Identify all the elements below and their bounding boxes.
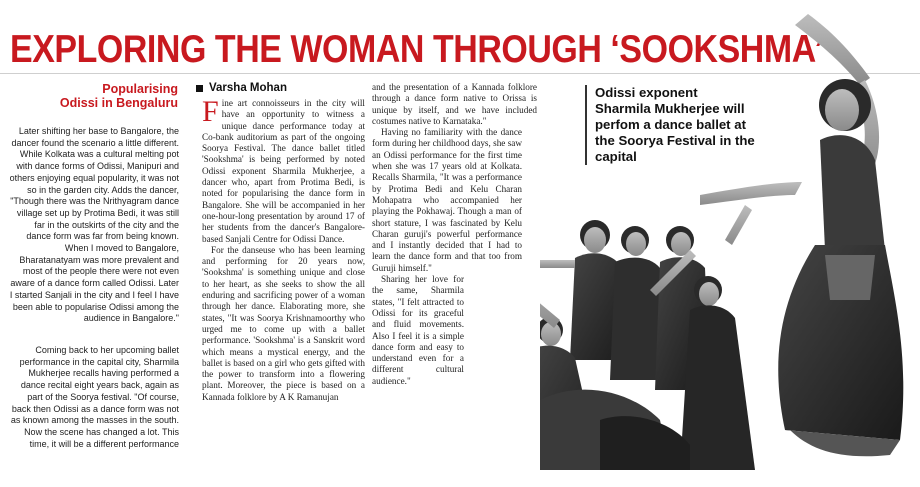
byline-author: Varsha Mohan (209, 82, 287, 94)
article-paragraph-1-text: ine art connoisseurs in the city will have an opportunity to witness a unique dance performance today at Co-bank auditorium as part of the ongoing Soorya Festival. The dance ballet titled 'Sookshma' is being performed by noted Odissi exponent Sharmila Mukherjee, a dancer who, apart from Protima Bedi, is noted for popularising the dance form in Bangalore. She will be accompanied in her one-hour-long presentation by around 17 of her students from the dancer's Bangalore-based Sanjali Centre for Odissi Dance. (202, 98, 365, 244)
byline (196, 82, 287, 94)
sidebar-title-line2: Odissi in Bengaluru (59, 96, 178, 110)
dancers-photo (540, 0, 920, 487)
group-dancers (540, 205, 755, 470)
article-column-1 (202, 95, 365, 403)
sidebar-title (20, 82, 178, 110)
sidebar-paragraph-1: Later shifting her base to Bangalore, the dancer found the scenario a little different. While Kolkata was a cultural melting pot with dance forms of Odissi, Manipuri and others enjoying equal popularity, it was not so in the garden city. Adds the dancer, "Though there was the Nrithyagram dance village set up by Protima Bedi, it was still far in the outskirts of the city and the dance form was far from being known. When I moved to Bangalore, Bharatanatyam was more prevalent and most of the people there were not even aware of a dance form called Odissi. Later I started Sanjali in the city and I feel I have been able to popularise Odissi among the audience in Bangalore." (9, 126, 179, 324)
dancers-illustration (540, 0, 920, 487)
dropcap: F (202, 95, 219, 128)
article-paragraph-2: For the danseuse who has been learning and performing for 20 years now, 'Sookshma' is something unique and close to her heart, as she seeks to show the all enduring and sacrificing power of a woman through her dance. Elaborating more, she states, "It was Soorya Krishnamoorthy who urged me to come up with a ballet performance. 'Sookshma' is a Sanskrit word which means a mystical energy, and the ballet is based on a girl who gets gifted with the power to transform into a flowering plant. Moreover, the piece is based on a Kannada folklore by A K Ramanujan (202, 244, 365, 402)
headline: EXPLORING THE WOMAN THROUGH ‘SOOKSHMA’ (10, 28, 823, 71)
article-paragraph-3: and the presentation of a Kannada folklore through a dance form native to Orissa is unique by itself, and we have included costumes native to Karnataka." (372, 82, 537, 126)
byline-square-icon (196, 85, 203, 92)
article-paragraph-4: Having no familiarity with the dance form during her childhood days, she saw an Odissi performance for the first time when she was 17 years old at Kolkata. Recalls Sharmila, "It was a performance by Protima Bedi and Kelu Charan Mohapatra who accompanied her playing the Pokhawaj. Though a man of short stature, I was fascinated by Kelu Charan guruji's powerful performance and I instantly decided that I had to learn the dance form and that too from Guruji himself." (372, 127, 522, 273)
article-column-2 (372, 82, 537, 387)
sidebar-title-line1: Popularising (102, 82, 178, 96)
sidebar-paragraph-2: Coming back to her upcoming ballet performance in the capital city, Sharmila Mukherjee recalls having performed a dance recital eight years back, again as part of the Soorya festival. "Of course, back then Odissi as a dance form was not as known among the masses in the south. Now the scene has changed a lot. This time, it will be a different performance (10, 345, 179, 449)
article-paragraph-1 (202, 95, 365, 245)
pull-quote: Odissi exponent Sharmila Mukherjee will perfom a dance ballet at the Soorya Festival in the capital (585, 85, 755, 165)
article-paragraph-5: Sharing her love for the same, Sharmila states, "I felt attracted to Odissi for its graceful and fluid movements. Also I feel it is a simple dance form and easy to understand even for a different cultural audience." (372, 274, 464, 386)
